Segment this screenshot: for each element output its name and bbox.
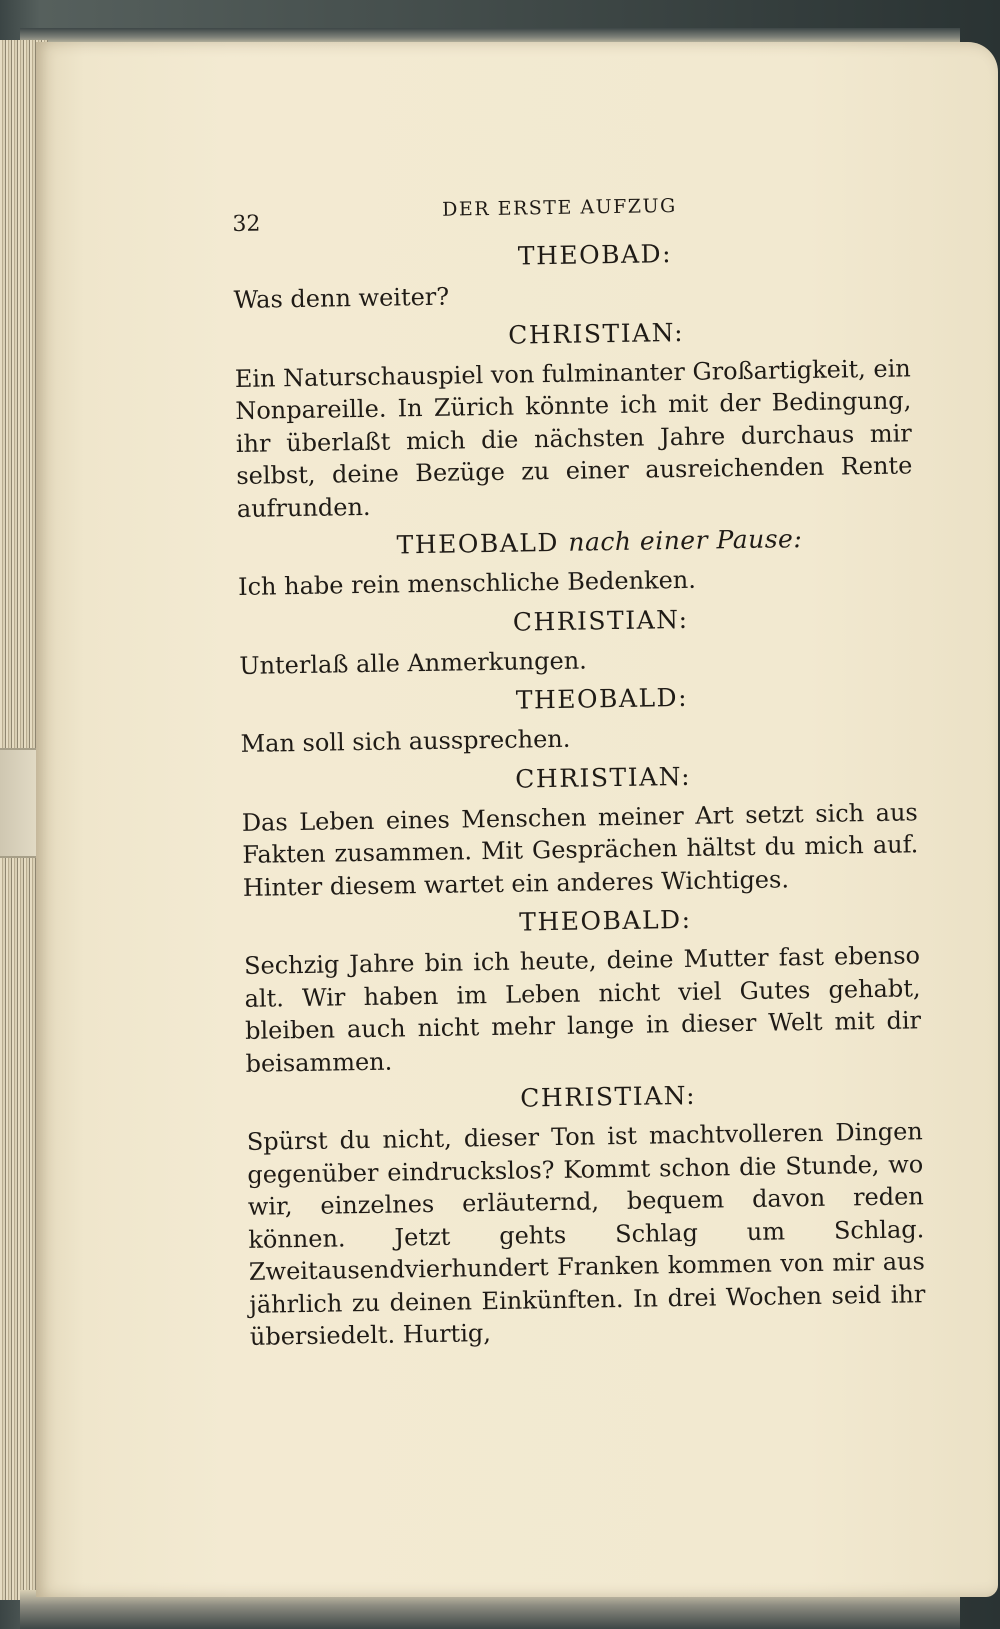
speech-text: Das Leben eines Menschen meiner Art setzt sich aus Fakten zusammen. Mit Gesprächen hältst du mich auf. Hinter diesem wartet ein anderes Wichtiges. — [241, 797, 919, 902]
speaker-label: THEOBALD — [396, 527, 560, 560]
speaker-name — [240, 677, 916, 722]
running-head-title: DER ERSTE AUFZUG — [442, 195, 677, 221]
speaker-label: CHRISTIAN: — [508, 317, 685, 350]
speech-text: Unterlaß alle Anmerkungen. — [239, 645, 588, 680]
speaker-name — [234, 312, 910, 357]
speech-text: Was denn weiter? — [233, 282, 450, 314]
speaker-label: THEOBAD: — [517, 239, 673, 271]
page-text — [232, 187, 926, 1359]
speaker-label: THEOBALD: — [519, 904, 692, 937]
speaker-label: THEOBALD: — [515, 682, 689, 715]
stage-direction: nach einer Pause: — [568, 524, 803, 557]
speech-text: Man soll sich aussprechen. — [240, 724, 571, 758]
speaker-name — [238, 599, 914, 644]
speaker-name — [246, 1075, 922, 1120]
speaker-label: CHRISTIAN: — [515, 761, 692, 794]
speaker-label: CHRISTIAN: — [512, 604, 689, 637]
speech-text: Sechzig Jahre bin ich heute, deine Mutter fast ebenso alt. Wir haben im Leben nicht viel Gutes gehabt, bleiben auch nicht mehr lange in dieser Welt mit dir beisammen. — [243, 941, 922, 1078]
speaker-name — [243, 899, 919, 944]
speaker-name — [237, 520, 913, 565]
speaker-name — [241, 756, 917, 801]
speech-text: Ich habe rein menschliche Bedenken. — [237, 565, 697, 601]
page-number: 32 — [232, 211, 261, 237]
speaker-label: CHRISTIAN: — [520, 1080, 697, 1113]
speaker-name — [233, 233, 909, 278]
speech-text: Spürst du nicht, dieser Ton ist machtvolleren Dingen gegenüber eindruckslos? Kommt schon die Stunde, wo wir, einzelnes erläuternd, bequem davon reden können. Jetzt gehts Schlag um Schlag. Zweitausendvierhundert Franken kommen von mir aus jährlich zu deinen Einkünften. In drei Wochen seid ihr übersiedelt. Hurtig, — [246, 1117, 926, 1351]
speech-text: Ein Naturschauspiel von fulminanter Großartigkeit, ein Nonpareille. In Zürich könnte ich mit der Bedingung, ihr überlaßt mich die nächsten Jahre durchaus mir selbst, deine Bezüge zu einer ausreichenden Rente aufrunden. — [234, 353, 913, 523]
